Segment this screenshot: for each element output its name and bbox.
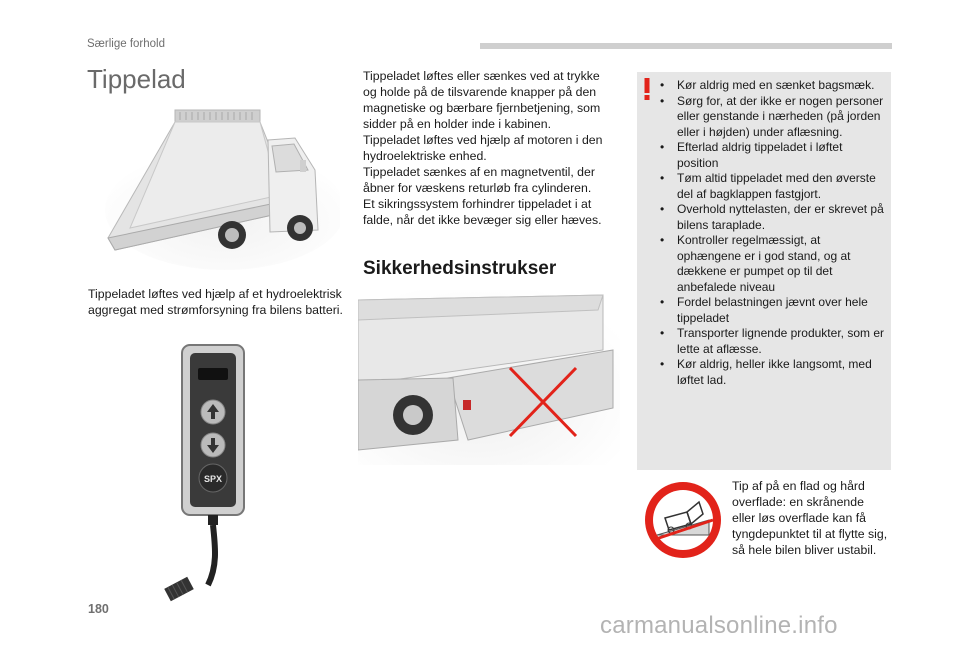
page-number: 180	[88, 602, 109, 616]
section-label: Særlige forhold	[87, 38, 165, 50]
warning-item: • Fordel belastningen jævnt over hele tippeladet	[655, 295, 885, 326]
description-paragraph: Tippeladet løftes eller sænkes ved at trykke og holde på de tilsvarende knapper på den magnetiske og bærbare fjernbetjening, som sidder på en holder inde i kabinen. Tippeladet løftes ved hjælp af motoren i den hydroelektriske enhed. Tippeladet sænkes af en magnetventil, der åbner for væskens returløb fra cylinderen. Et sikringssystem forhindrer tippeladet i at falde, når det ikke bevæger sig eller hæves.	[363, 69, 603, 227]
warning-item: • Tøm altid tippeladet med den øverste del af bagklappen fastgjort.	[655, 171, 885, 202]
warning-item: • Overhold nyttelasten, der er skrevet på bilens taraplade.	[655, 202, 885, 233]
warning-exclamation-icon	[643, 78, 651, 100]
tipper-caption: Tippeladet løftes ved hjælp af et hydroelektrisk aggregat med strømforsyning fra bilens batteri.	[88, 287, 343, 317]
arrow-up-icon	[201, 400, 225, 424]
warning-item: • Kør aldrig med en sænket bagsmæk.	[655, 78, 885, 94]
arrow-down-icon	[201, 433, 225, 457]
tipping-note: Tip af på en flad og hård overflade: en skrånende eller løs overflade kan få tyngdepunktet til at flytte sig, så hele bilen bliver ustabil.	[732, 479, 888, 557]
page-title: Tippelad	[87, 64, 186, 94]
remote-control-illustration	[160, 340, 260, 615]
remote-brand: SPX	[203, 474, 223, 484]
warning-item: • Sørg for, at der ikke er nogen personer eller genstande i nærheden (på jorden eller i højden) under aflæsning.	[655, 94, 885, 141]
warning-list	[655, 78, 885, 388]
safety-heading: Sikkerhedsinstrukser	[363, 258, 557, 279]
tipper-truck-illustration	[100, 100, 340, 270]
warning-item: • Efterlad aldrig tippeladet i løftet position	[655, 140, 885, 171]
warning-item: • Kontroller regelmæssigt, at ophængene er i god stand, og at dækkene er pumpet op til det anbefalede niveau	[655, 233, 885, 295]
overloaded-truck-illustration	[358, 290, 620, 465]
description-column	[363, 68, 603, 228]
warning-box	[637, 72, 891, 470]
no-tipping-on-slope-icon	[643, 480, 723, 560]
warning-item: • Kør aldrig, heller ikke langsomt, med løftet lad.	[655, 357, 885, 388]
watermark: carmanualsonline.info	[600, 612, 838, 639]
header-bar	[480, 43, 892, 49]
warning-item: • Transporter lignende produkter, som er lette at aflæsse.	[655, 326, 885, 357]
